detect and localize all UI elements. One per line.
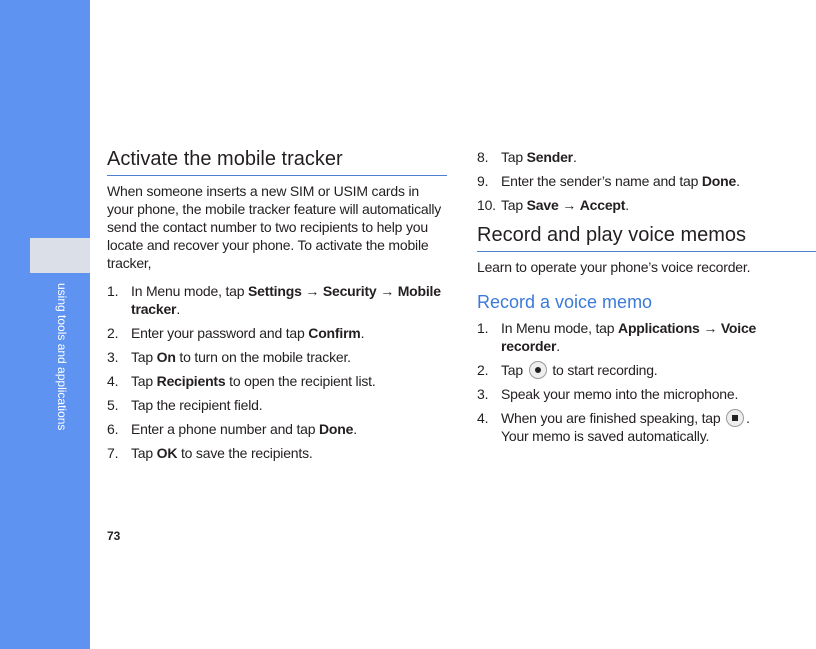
section-label: using tools and applications	[55, 283, 69, 431]
step-text: In Menu mode, tap	[501, 320, 619, 336]
step-ui-label: On	[156, 349, 176, 365]
step-number: 10.	[477, 197, 496, 213]
step-ui-label: Voice recorder	[501, 320, 757, 354]
list-item	[107, 324, 447, 342]
step-text: to save the recipients.	[177, 445, 313, 461]
step-text: Tap	[131, 445, 157, 461]
step-number: 7.	[107, 445, 119, 461]
step-number: 4.	[477, 410, 489, 426]
step-number: 3.	[107, 349, 119, 365]
sidebar	[0, 0, 90, 649]
mobile-tracker-section	[107, 148, 447, 468]
step-list-continued	[477, 148, 816, 214]
list-item	[107, 282, 447, 318]
list-item	[477, 148, 816, 166]
step-number: 1.	[107, 283, 119, 299]
voice-step-list	[477, 319, 816, 445]
step-ui-label: Recipients	[156, 373, 226, 389]
step-ui-label: Security	[322, 283, 377, 299]
step-ui-label: Applications	[618, 320, 700, 336]
step-number: 6.	[107, 421, 119, 437]
step-number: 4.	[107, 373, 119, 389]
section-title: Record and play voice memos	[477, 224, 747, 246]
step-ui-label: Settings	[248, 283, 302, 299]
step-text: to turn on the mobile tracker.	[175, 349, 351, 365]
step-ui-label: Done	[701, 173, 737, 189]
step-ui-label: Done	[319, 421, 354, 437]
step-text: In Menu mode, tap	[131, 283, 249, 299]
title-rule	[477, 251, 816, 252]
arrow: →	[699, 320, 721, 336]
step-text: .	[360, 325, 365, 341]
step-number: 1.	[477, 320, 489, 336]
step-text: .	[746, 410, 750, 426]
step-text: .	[556, 338, 560, 354]
list-item	[107, 420, 447, 438]
list-item	[107, 396, 447, 414]
step-text: .	[353, 421, 357, 437]
intro-text: Learn to operate your phone’s voice recorder.	[477, 259, 751, 275]
step-text: .	[572, 149, 577, 165]
step-text: .	[176, 301, 181, 317]
list-item	[477, 361, 816, 379]
step-list	[107, 282, 447, 462]
step-text: Enter a phone number and tap	[131, 421, 320, 437]
arrow: →	[376, 283, 398, 299]
list-item	[477, 385, 816, 403]
step-ui-label: Save	[526, 197, 559, 213]
arrow: →	[301, 283, 323, 299]
right-column	[477, 148, 816, 451]
section-tab	[30, 238, 90, 273]
step-text: When you are finished speaking, tap	[501, 410, 725, 426]
step-ui-label: Confirm	[308, 325, 361, 341]
intro-text: When someone inserts a new SIM or USIM cards in your phone, the mobile tracker feature will automatically send the contact number to two recipients to help you locate and recover your phone. To activate the mobile tracker,	[107, 183, 442, 271]
step-number: 2.	[107, 325, 119, 341]
step-text: Enter your password and tap	[131, 325, 309, 341]
step-text: to open the recipient list.	[225, 373, 376, 389]
step-ui-label: Mobile tracker	[131, 283, 441, 317]
step-text: Tap	[131, 373, 157, 389]
step-number: 2.	[477, 362, 489, 378]
list-item	[477, 409, 816, 445]
step-text: to start recording.	[548, 362, 658, 378]
list-item	[107, 372, 447, 390]
page-number: 73	[107, 529, 121, 543]
step-ui-label: Accept	[579, 197, 626, 213]
record-icon	[529, 361, 547, 379]
list-item	[477, 172, 816, 190]
step-text: Tap	[501, 362, 527, 378]
title-rule	[107, 175, 447, 176]
step-text: Enter the sender’s name and tap	[501, 173, 702, 189]
step-text: .	[625, 197, 629, 213]
step-text: Tap	[501, 149, 527, 165]
section-title: Activate the mobile tracker	[107, 148, 343, 170]
list-item	[107, 444, 447, 462]
step-text: Tap the recipient field.	[131, 397, 263, 413]
list-item	[477, 319, 816, 355]
subsection-title: Record a voice memo	[477, 292, 653, 312]
step-text: Speak your memo into the microphone.	[501, 386, 739, 402]
stop-icon	[726, 409, 744, 427]
list-item	[477, 196, 816, 214]
step-text: Tap	[501, 197, 527, 213]
step-note: Your memo is saved automatically.	[501, 428, 710, 444]
step-ui-label: OK	[156, 445, 178, 461]
list-item	[107, 348, 447, 366]
step-text: Tap	[131, 349, 157, 365]
step-text: .	[736, 173, 740, 189]
step-ui-label: Sender	[526, 149, 573, 165]
step-number: 8.	[477, 149, 489, 165]
step-number: 3.	[477, 386, 489, 402]
arrow: →	[558, 197, 580, 213]
step-number: 9.	[477, 173, 489, 189]
step-number: 5.	[107, 397, 119, 413]
